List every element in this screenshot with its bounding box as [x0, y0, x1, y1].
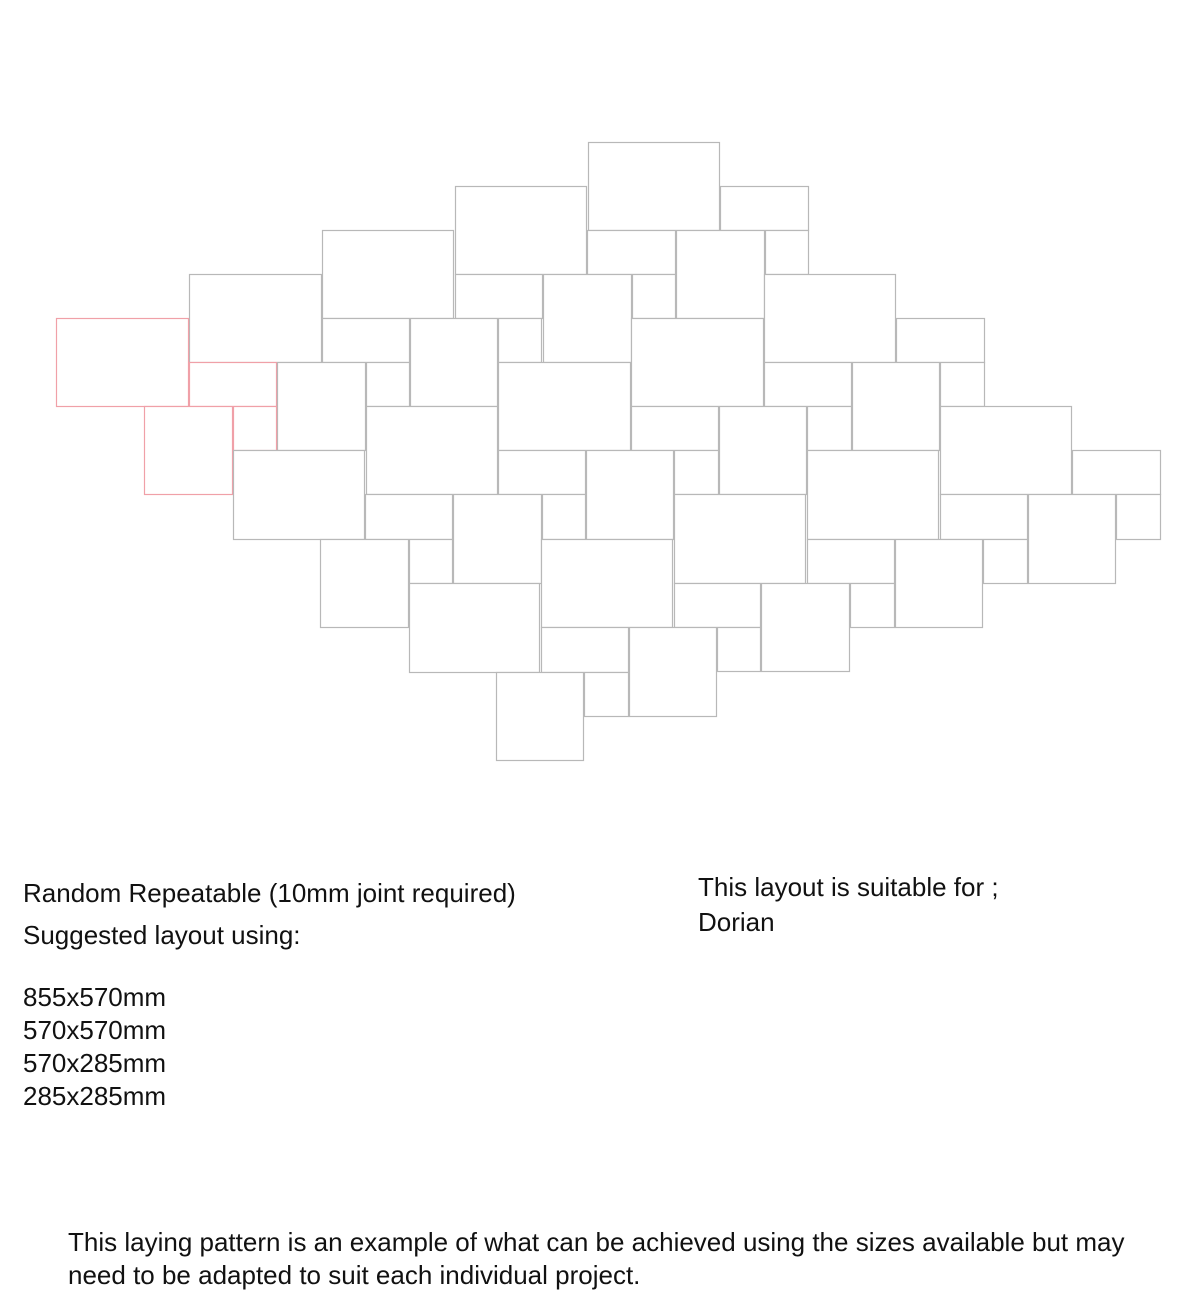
paving-slab: [897, 319, 985, 363]
paving-slab: [278, 363, 366, 451]
paving-slab: [323, 231, 454, 319]
size-item: 285x285mm: [23, 1081, 167, 1111]
paving-slab: [411, 319, 498, 407]
paving-slab: [675, 584, 761, 628]
paving-slab: [632, 407, 719, 451]
paving-slab: [984, 540, 1028, 584]
paving-slab: [941, 407, 1072, 495]
paving-slab: [762, 584, 850, 672]
paving-slab: [543, 495, 586, 540]
paving-slab: [544, 275, 632, 363]
paving-slab: [542, 628, 629, 673]
paving-slab-highlighted: [190, 363, 277, 407]
paving-slab: [853, 363, 940, 451]
paving-slab: [677, 231, 765, 319]
paving-slab: [1029, 495, 1116, 584]
paving-slab: [456, 275, 543, 319]
paving-slab: [808, 540, 895, 584]
paving-slab: [941, 495, 1028, 540]
paving-slab: [896, 540, 983, 628]
paving-slab: [454, 495, 542, 584]
size-item: 570x285mm: [23, 1048, 167, 1078]
paving-slab: [234, 451, 365, 540]
paving-slab: [721, 187, 809, 231]
paving-slab: [766, 231, 809, 275]
paving-slab: [630, 628, 717, 717]
size-list: [23, 981, 166, 1113]
suitable-product: Dorian: [698, 907, 775, 937]
paving-slab: [675, 495, 806, 584]
paving-slab: [367, 363, 410, 407]
paving-slab: [633, 275, 676, 319]
paving-slab: [589, 143, 720, 231]
paving-slab: [585, 673, 629, 717]
paving-slab: [765, 275, 896, 363]
paving-slab: [718, 628, 761, 672]
paving-slab: [675, 451, 719, 495]
paving-slab: [542, 540, 673, 628]
layout-subheading: Suggested layout using:: [23, 920, 301, 950]
suitability-label: This layout is suitable for ;: [698, 872, 999, 902]
paving-slab: [367, 407, 498, 495]
paving-slab: [1073, 451, 1161, 495]
paving-slab: [588, 231, 676, 275]
paving-slab: [1117, 495, 1161, 540]
paving-slab: [720, 407, 807, 495]
paving-slab: [321, 540, 409, 628]
paving-slab: [323, 319, 410, 363]
paving-slab: [410, 584, 540, 673]
paving-slab: [499, 319, 542, 363]
paving-slab: [632, 319, 764, 407]
paving-slab: [808, 451, 939, 540]
paving-slab: [366, 495, 453, 540]
paving-slab: [941, 363, 985, 407]
paving-slab: [587, 451, 674, 540]
paving-slab: [497, 673, 584, 761]
paving-slab: [808, 407, 852, 451]
paving-slab-highlighted: [145, 407, 233, 495]
paving-slab-highlighted: [234, 407, 277, 451]
paving-slab: [499, 451, 586, 495]
size-item: 570x570mm: [23, 1015, 167, 1045]
paving-slab: [765, 363, 852, 407]
paving-slab: [499, 363, 631, 451]
disclaimer-text: This laying pattern is an example of what can be achieved using the sizes available but may need to be adapted to suit each individual project.: [68, 1227, 1125, 1290]
layout-heading: Random Repeatable (10mm joint required): [23, 878, 516, 908]
paving-slab: [190, 275, 322, 363]
paving-slab: [851, 584, 895, 628]
paving-slab: [410, 540, 453, 584]
size-item: 855x570mm: [23, 982, 167, 1012]
paving-slab-highlighted: [57, 319, 189, 407]
paving-slab: [456, 187, 587, 275]
